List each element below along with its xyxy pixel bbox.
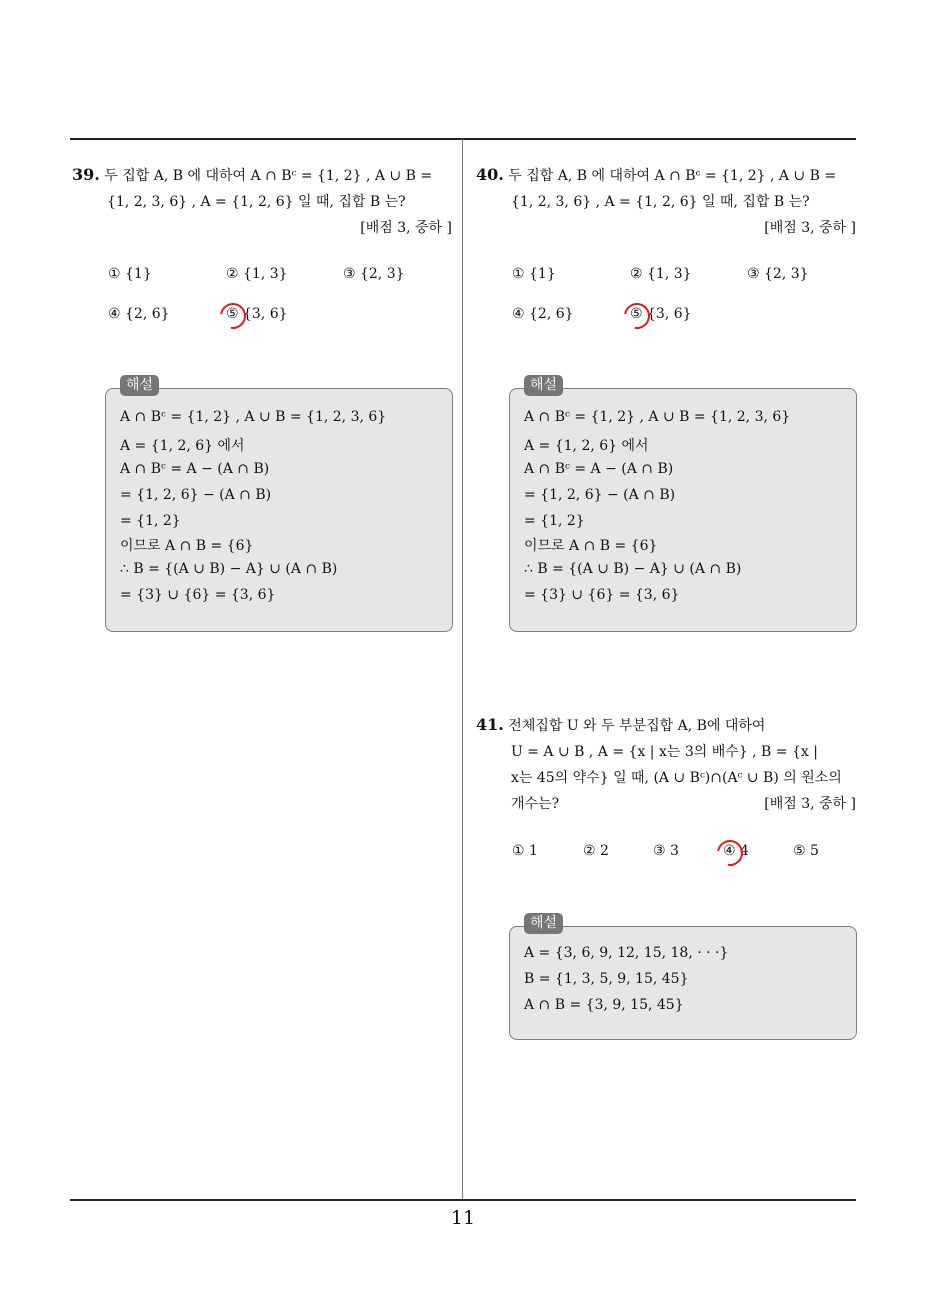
solution-line: ∴ B = {(A ∪ B) − A} ∪ (A ∩ B)	[524, 561, 742, 577]
question-line: 두 집합 A, B 에 대하여 A ∩ Bᶜ = {1, 2} , A ∪ B =	[508, 168, 837, 184]
solution-line: 이므로 A ∩ B = {6}	[120, 538, 254, 554]
question-line: {1, 2, 3, 6} , A = {1, 2, 6} 일 때, 집합 B 는?	[511, 194, 810, 210]
choice-2[interactable]: ② {1, 3}	[630, 266, 692, 282]
solution-line: = {1, 2, 6} − (A ∩ B)	[524, 487, 676, 503]
solution-label: 해설	[524, 375, 563, 396]
solution-line: A = {1, 2, 6} 에서	[120, 438, 245, 454]
choice-5[interactable]: ⑤ {3, 6}	[226, 306, 288, 322]
column-divider	[462, 139, 463, 1199]
solution-line: A ∩ B = {3, 9, 15, 45}	[524, 997, 684, 1013]
choice-5[interactable]: ⑤ 5	[793, 843, 819, 859]
answer-circle-mark	[712, 835, 748, 871]
question-line: 두 집합 A, B 에 대하여 A ∩ Bᶜ = {1, 2} , A ∪ B =	[104, 168, 433, 184]
page-number: 11	[450, 1207, 476, 1229]
choice-4[interactable]: ④ {2, 6}	[512, 306, 574, 322]
solution-line: A = {1, 2, 6} 에서	[524, 438, 649, 454]
solution-line: A ∩ Bᶜ = A − (A ∩ B)	[524, 461, 674, 477]
solution-label: 해설	[524, 913, 563, 934]
solution-line: B = {1, 3, 5, 9, 15, 45}	[524, 971, 689, 987]
solution-line: A ∩ Bᶜ = A − (A ∩ B)	[120, 461, 270, 477]
choice-3[interactable]: ③ {2, 3}	[343, 266, 405, 282]
solution-line: 이므로 A ∩ B = {6}	[524, 538, 658, 554]
choice-4[interactable]: ④ 4	[723, 843, 749, 859]
question-line: {1, 2, 3, 6} , A = {1, 2, 6} 일 때, 집합 B 는?	[107, 194, 406, 210]
answer-circle-mark	[215, 298, 251, 334]
choice-5[interactable]: ⑤ {3, 6}	[630, 306, 692, 322]
problem-number: 41.	[476, 715, 504, 734]
choice-1[interactable]: ① {1}	[108, 266, 152, 282]
problem-40	[476, 162, 861, 241]
solution-line: A ∩ Bᶜ = {1, 2} , A ∪ B = {1, 2, 3, 6}	[120, 409, 387, 425]
question-line: 전체집합 U 와 두 부분집합 A, B에 대하여	[508, 718, 766, 734]
problem-39	[72, 162, 457, 241]
choice-2[interactable]: ② 2	[583, 843, 609, 859]
solution-label: 해설	[120, 375, 159, 396]
problem-number: 39.	[72, 165, 100, 184]
solution-box-41	[509, 915, 857, 1040]
choice-3[interactable]: ③ 3	[653, 843, 679, 859]
solution-line: = {1, 2, 6} − (A ∩ B)	[120, 487, 272, 503]
solution-line: = {1, 2}	[524, 513, 585, 529]
question-line: 개수는?	[511, 796, 560, 812]
choice-1[interactable]: ① 1	[512, 843, 538, 859]
question-line: x는 45의 약수} 일 때, (A ∪ Bᶜ)∩(Aᶜ ∪ B) 의 원소의	[511, 770, 842, 786]
solution-line: A = {3, 6, 9, 12, 15, 18, · · ·}	[524, 945, 729, 961]
solution-line: = {1, 2}	[120, 513, 181, 529]
score-label: [배점 3, 중하 ]	[360, 220, 452, 236]
solution-line: A ∩ Bᶜ = {1, 2} , A ∪ B = {1, 2, 3, 6}	[524, 409, 791, 425]
problem-41	[476, 712, 861, 817]
solution-line: = {3} ∪ {6} = {3, 6}	[524, 587, 680, 603]
choice-4[interactable]: ④ {2, 6}	[108, 306, 170, 322]
score-label: [배점 3, 중하 ]	[764, 796, 856, 812]
solution-box-39	[105, 377, 453, 632]
choice-1[interactable]: ① {1}	[512, 266, 556, 282]
solution-box-40	[509, 377, 857, 632]
choice-2[interactable]: ② {1, 3}	[226, 266, 288, 282]
solution-line: = {3} ∪ {6} = {3, 6}	[120, 587, 276, 603]
answer-circle-mark	[619, 298, 655, 334]
problem-number: 40.	[476, 165, 504, 184]
choice-3[interactable]: ③ {2, 3}	[747, 266, 809, 282]
bottom-rule	[70, 1199, 856, 1201]
score-label: [배점 3, 중하 ]	[764, 220, 856, 236]
solution-line: ∴ B = {(A ∪ B) − A} ∪ (A ∩ B)	[120, 561, 338, 577]
question-line: U = A ∪ B , A = {x | x는 3의 배수} , B = {x |	[511, 744, 818, 760]
